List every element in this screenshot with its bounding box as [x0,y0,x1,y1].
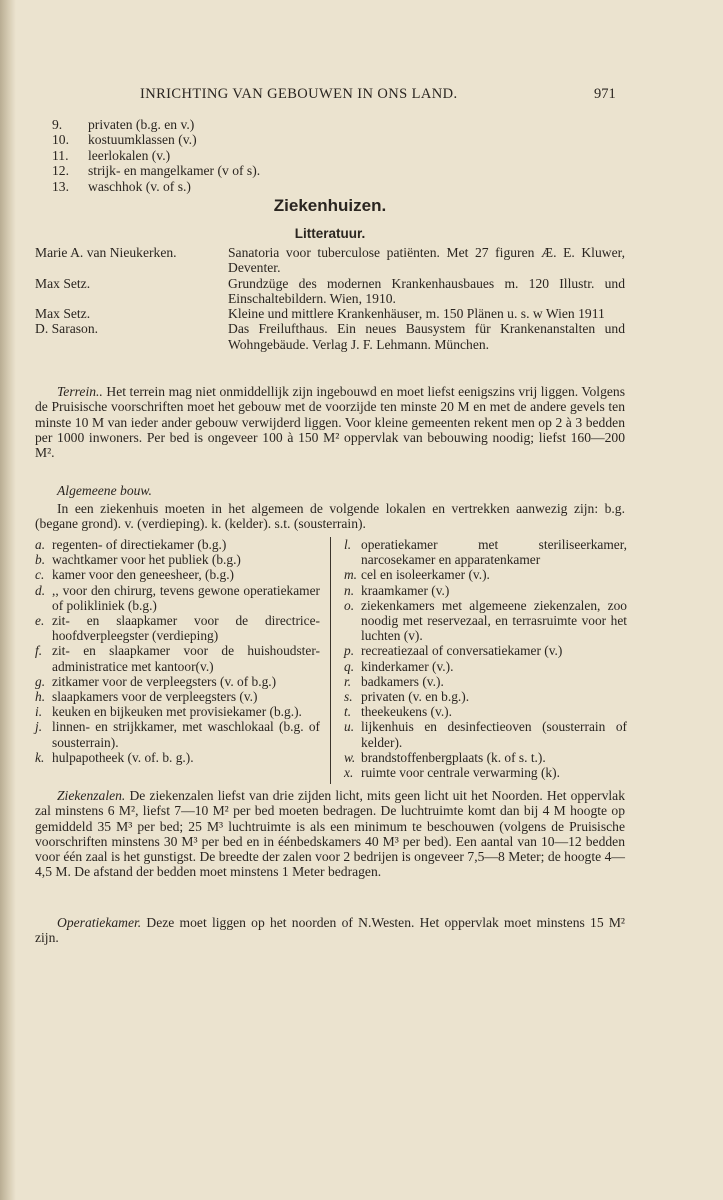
list-item: 12. strijk- en mangelkamer (v of s). [52,163,261,179]
list-item: 13. waschhok (v. of s.) [52,178,191,194]
list-item: p. recreatiezaal of conversatiekamer (v.) [344,643,563,659]
list-item: 11. leerlokalen (v.) [52,147,171,163]
list-item: t. theekeukens (v.). [344,704,452,720]
literature-entry: Max Setz. Kleine und mittlere Krankenhäuser, m. 150 Plänen u. s. w Wien 1911 [35,306,605,322]
list-item: o. ziekenkamers met algemeene ziekenzalen, zoo noodig met reservezaal, en terrasruimte voor het luchten (v). [344,597,627,644]
algemeene-bouw-paragraph: In een ziekenhuis moeten in het algemeen de volgende lokalen en vertrekken aanwezig zijn: b.g. (begane grond). v. (verdieping). k. (kelder). s.t. (sousterrain). [35,501,625,532]
section-title: Ziekenhuizen. [273,196,387,215]
list-item: 9. privaten (b.g. en v.) [52,117,195,132]
list-item: r. badkamers (v.). [344,673,444,689]
running-title: INRICHTING VAN GEBOUWEN IN ONS LAND. [140,86,458,102]
list-item: n. kraamkamer (v.) [344,582,450,598]
algemeene-bouw-heading: Algemeene bouw. [57,483,152,498]
literature-entry: D. Sarason. Das Freilufthaus. Ein neues Bausystem für Krankenanstalten und Wohngebäude. Verlag J. F. Lehmann. München. [35,321,625,352]
list-item: d. ,, voor den chirurg, tevens gewone operatiekamer of polikliniek (b.g.) [35,582,320,613]
list-item: c. kamer voor den geneesheer, (b.g.) [35,567,235,583]
list-item: a. regenten- of directiekamer (b.g.) [35,537,227,552]
list-item: l. operatiekamer met steriliseerkamer, narcosekamer en apparatenkamer [344,537,627,568]
page-gutter-shadow [0,0,16,1200]
literature-list [35,245,625,352]
list-item: w. brandstoffenbergplaats (k. of s. t.). [344,749,546,765]
list-item: e. zit- en slaapkamer voor de directrice-hoofdverpleegster (verdieping) [35,613,320,644]
list-item: i. keuken en bijkeuken met provisiekamer (b.g.). [35,704,302,720]
literature-entry: Max Setz. Grundzüge des modernen Krankenhausbaues m. 120 Illustr. und Einschaltebildern. Wien, 1910. [35,275,625,306]
column-divider [330,537,331,784]
ziekenzalen-paragraph: Ziekenzalen. De ziekenzalen liefst van drie zijden licht, mits geen licht uit het Noorden. Het oppervlak zal minstens 6 M², liefst 7—10 M² per bed moeten bedragen. De luchtruimte komt dan bij 4 M hoogte op gemiddeld 35 M³ per bed; 25 M³ luchtruimte is als een minimum te beschouwen (volgens de Pruisische voorschriften minstens 30 M³ per bed en in éénbedskamers 40 M³ per bed). Een aantal van 10—12 bedden voor één zaal is het gunstigst. De breedte der zalen voor 2 bedrijen is ongeveer 7,5—8 Meter; de hoogte 4—4,5 M. De afstand der bedden moet minstens 1 Meter bedragen. [35,788,625,880]
room-list-right [344,537,627,780]
list-item: h. slaapkamers voor de verpleegsters (v.) [35,689,258,705]
list-item: x. ruimte voor centrale verwarming (k). [344,765,560,781]
literature-entry: Marie A. van Nieukerken. Sanatoria voor tuberculose patiënten. Met 27 figuren Æ. E. Kluwer, Deventer. [35,245,625,276]
list-item: k. hulpapotheek (v. of. b. g.). [35,749,194,765]
page-number: 971 [594,86,616,102]
list-item: g. zitkamer voor de verpleegsters (v. of b.g.) [35,673,277,689]
list-item: m. cel en isoleerkamer (v.). [344,567,490,583]
list-item: q. kinderkamer (v.). [344,658,454,674]
list-item: u. lijkenhuis en desinfectieoven (sousterrain of kelder). [344,719,627,750]
terrein-paragraph: Terrein.. Het terrein mag niet onmiddellijk zijn ingebouwd en moet liefst eenigszins vrij liggen. Volgens de Pruisische voorschriften moet het gebouw met de voorzijde ten minste 20 M en met de andere gevels ten minste 10 M van ieder ander gebouw verwijderd liggen. Voor kleine gemeenten rekent men op 2 à 3 bedden per 1000 inwoners. Per bed is ongeveer 100 à 150 M² oppervlak van bebouwing noodig; liefst 160—200 M². [35,384,625,461]
numbered-list [52,117,260,194]
subsection-title: Litteratuur. [294,226,366,241]
list-item: 10. kostuumklassen (v.) [52,132,197,148]
list-item: f. zit- en slaapkamer voor de huishoudster-administratice met kantoor(v.) [35,643,320,674]
list-item: b. wachtkamer voor het publiek (b.g.) [35,552,241,568]
room-list-left [35,537,320,765]
operatiekamer-paragraph: Operatiekamer. Deze moet liggen op het noorden of N.Westen. Het oppervlak moet minstens 15 M² zijn. [35,915,625,946]
list-item: j. linnen- en strijkkamer, met waschlokaal (b.g. of sousterrain). [35,719,320,750]
list-item: s. privaten (v. en b.g.). [344,689,470,705]
